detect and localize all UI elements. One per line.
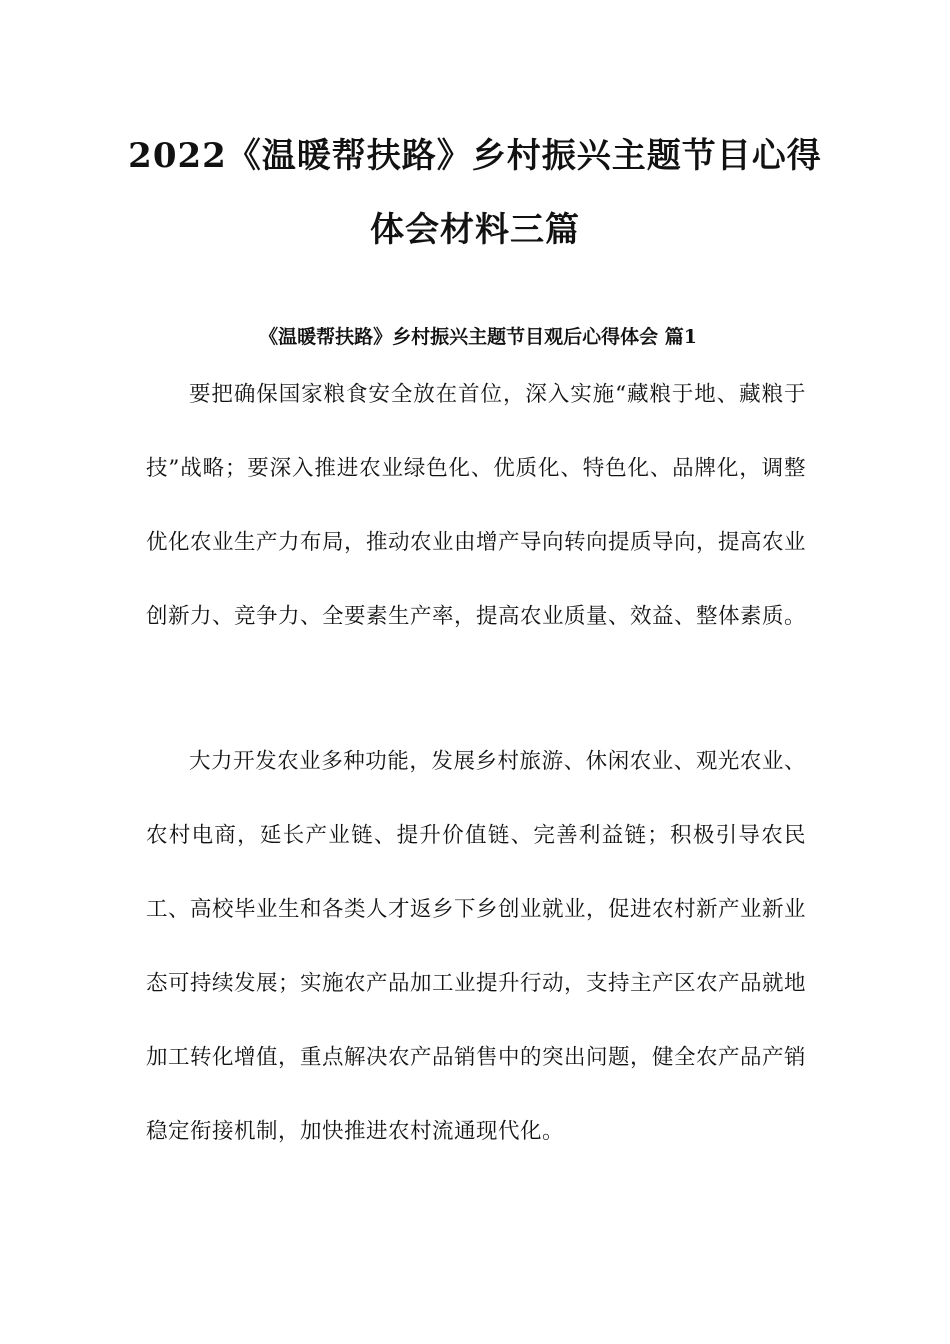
body-paragraph: 要把确保国家粮食安全放在首位，深入实施“藏粮于地、藏粮于技”战略；要深入推进农业绿色化、优质化、特色化、品牌化，调整优化农业生产力布局，推动农业由增产导向转向提质导向，提高农业创新力、竞争力、全要素生产率，提高农业质量、效益、整体素质。: [146, 382, 807, 629]
document-title: 2022《温暖帮扶路》乡村振兴主题节目心得体会材料三篇: [128, 136, 822, 250]
body-paragraph: 大力开发农业多种功能，发展乡村旅游、休闲农业、观光农业、农村电商，延长产业链、提升价值链、完善利益链；积极引导农民工、高校毕业生和各类人才返乡下乡创业就业，促进农村新产业新业态可持续发展；实施农产品加工业提升行动，支持主产区农产品就地加工转化增值，重点解决农产品销售中的突出问题，健全农产品产销稳定衔接机制，加快推进农村流通现代化。: [146, 749, 807, 1144]
section-heading: 《温暖帮扶路》乡村振兴主题节目观后心得体会 篇1: [259, 326, 697, 348]
